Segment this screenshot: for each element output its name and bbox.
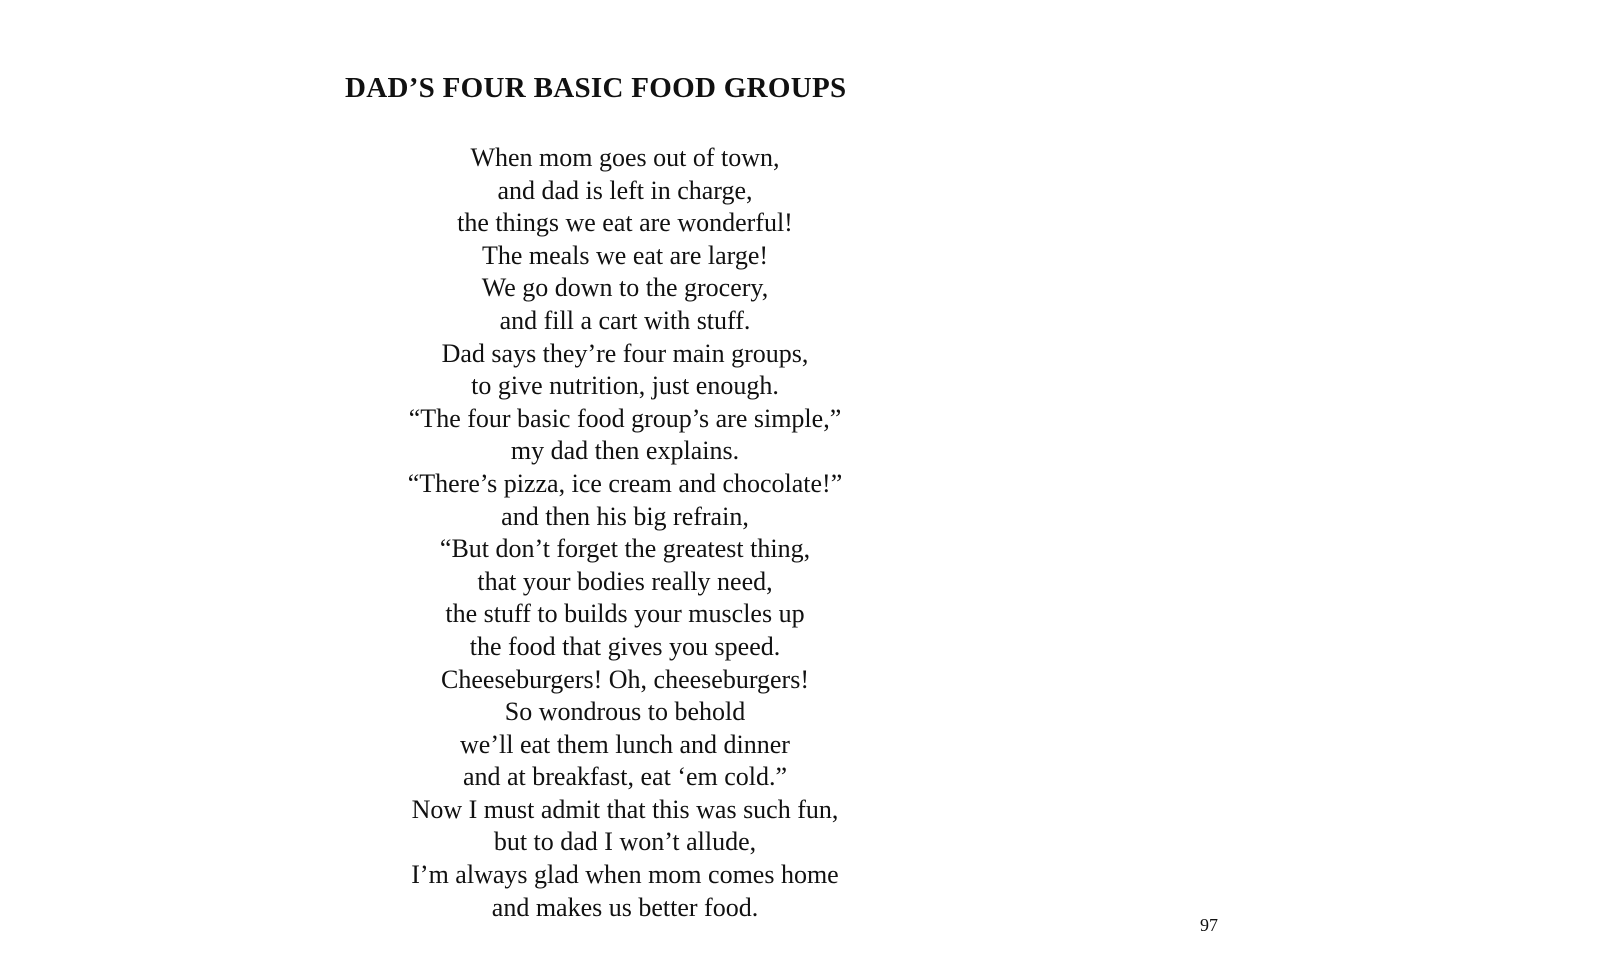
poem-line: and fill a cart with stuff. (499, 305, 751, 335)
poem-line: I’m always glad when mom comes home (411, 860, 839, 890)
poem-line: “There’s pizza, ice cream and chocolate!” (407, 468, 843, 498)
page-number: 97 (1200, 915, 1218, 935)
poem-line: We go down to the grocery, (481, 273, 769, 303)
poem-line: we’ll eat them lunch and dinner (460, 729, 790, 759)
poem (345, 70, 905, 922)
poem-line: Dad says they’re four main groups, (441, 338, 809, 368)
poem-line: the things we eat are wonderful! (457, 208, 793, 238)
poem-lines (345, 142, 905, 924)
poem-line: and dad is left in charge, (497, 175, 753, 205)
poem-line: “But don’t forget the greatest thing, (439, 534, 811, 564)
poem-line: Cheeseburgers! Oh, cheeseburgers! (441, 664, 809, 694)
poem-title: DAD’S FOUR BASIC FOOD GROUPS (345, 72, 847, 104)
poem-line: and makes us better food. (491, 892, 759, 922)
poem-line: to give nutrition, just enough. (471, 371, 779, 401)
poem-line: The meals we eat are large! (481, 240, 769, 270)
poem-line: the food that gives you speed. (469, 631, 781, 661)
poem-line: and then his big refrain, (501, 501, 749, 531)
poem-line: but to dad I won’t allude, (493, 827, 757, 857)
poem-line: Now I must admit that this was such fun, (411, 794, 839, 824)
poem-line: that your bodies really need, (477, 566, 773, 596)
poem-line: When mom goes out of town, (470, 143, 780, 172)
poem-line: “The four basic food group’s are simple,” (408, 403, 842, 433)
poem-line: my dad then explains. (510, 436, 740, 466)
poem-line: the stuff to builds your muscles up (445, 599, 805, 629)
poem-line: So wondrous to behold (504, 697, 746, 727)
poem-line: and at breakfast, eat ‘em cold.” (462, 762, 788, 792)
